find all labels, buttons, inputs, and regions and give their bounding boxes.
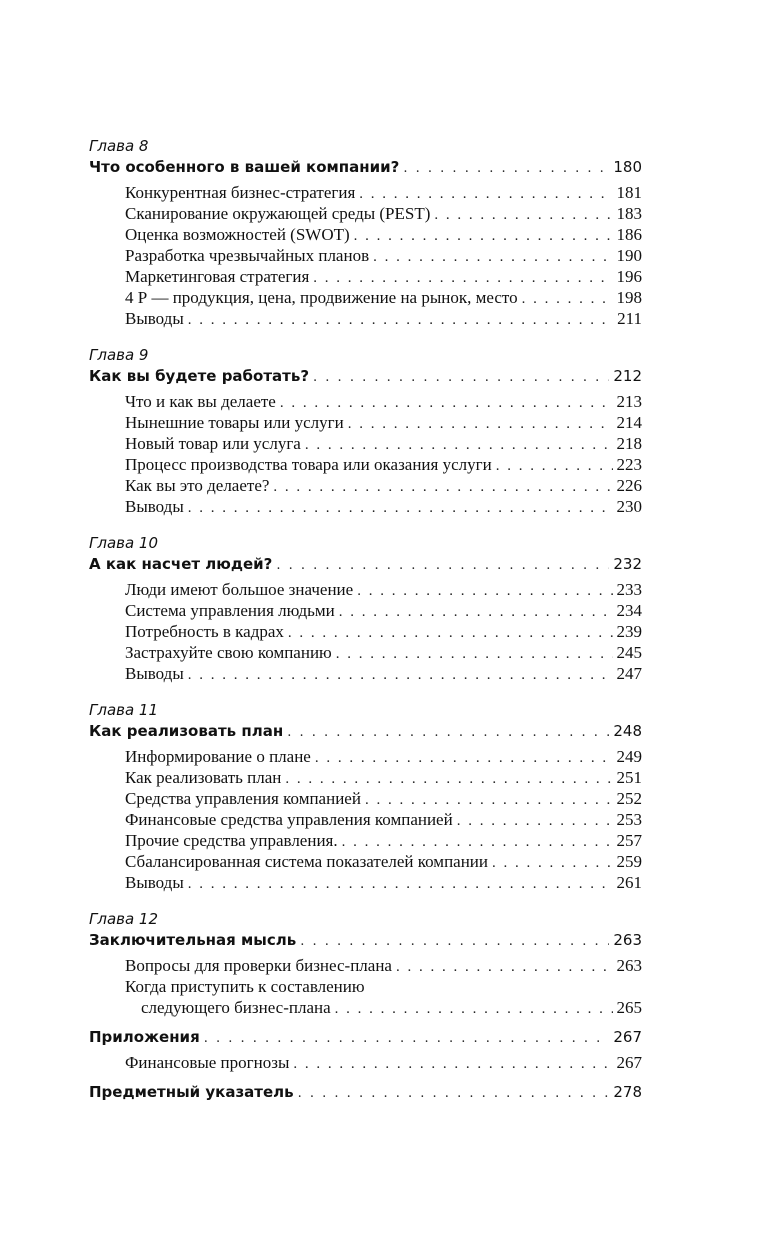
chapter-12-title: Заключительная мысль [89, 931, 297, 949]
toc-item[interactable]: Как реализовать план . . . 251 [89, 767, 642, 788]
appendix-entry[interactable] [89, 1026, 642, 1048]
chapter-11-page: 248 [613, 722, 642, 740]
toc-item[interactable]: Выводы . . . 211 [89, 308, 642, 329]
chapter-8-title: Что особенного в вашей компании? [89, 158, 400, 176]
toc-item[interactable]: Застрахуйте свою компанию . . . 245 [89, 642, 642, 663]
toc-item[interactable]: Конкурентная бизнес-стратегия . . . 181 [89, 182, 642, 203]
chapter-10-title: А как насчет людей? [89, 555, 273, 573]
toc-item[interactable]: Разработка чрезвычайных планов . . . 190 [89, 245, 642, 266]
toc-item[interactable]: Оценка возможностей (SWOT) . . . 186 [89, 224, 642, 245]
toc-item[interactable]: Сканирование окружающей среды (PEST) . . . 183 [89, 203, 642, 224]
toc-item[interactable]: Вопросы для проверки бизнес-плана . . . 263 [89, 955, 642, 976]
index-entry[interactable] [89, 1081, 642, 1103]
chapter-10-label: Глава 10 [89, 534, 159, 552]
toc-item[interactable]: Потребность в кадрах . . . 239 [89, 621, 642, 642]
toc-item[interactable]: Выводы . . . 230 [89, 496, 642, 517]
toc-item[interactable]: Процесс производства товара или оказания услуги . . . 223 [89, 454, 642, 475]
toc-item[interactable]: Как вы это делаете? . . . 226 [89, 475, 642, 496]
index-title: Предметный указатель [89, 1083, 294, 1101]
chapter-11-title: Как реализовать план [89, 722, 284, 740]
chapter-8-page: 180 [613, 158, 642, 176]
toc-item[interactable]: Прочие средства управления. . . . 257 [89, 830, 642, 851]
chapter-9-title: Как вы будете работать? [89, 367, 310, 385]
table-of-contents [89, 136, 642, 1107]
chapter-9-page: 212 [613, 367, 642, 385]
appendix-title: Приложения [89, 1028, 200, 1046]
toc-item[interactable]: Новый товар или услуга . . . 218 [89, 433, 642, 454]
toc-item[interactable]: Выводы . . . 247 [89, 663, 642, 684]
toc-item[interactable]: Система управления людьми . . . 234 [89, 600, 642, 621]
toc-item[interactable]: Выводы . . . 261 [89, 872, 642, 893]
toc-item[interactable]: 4 Р — продукция, цена, продвижение на рынок, место . . . 198 [89, 287, 642, 308]
chapter-8-entry[interactable] [89, 156, 642, 178]
index-page: 278 [613, 1083, 642, 1101]
chapter-11-entry[interactable] [89, 720, 642, 742]
toc-item[interactable]: Финансовые средства управления компанией . . . 253 [89, 809, 642, 830]
chapter-12-label: Глава 12 [89, 910, 159, 928]
toc-item[interactable]: Маркетинговая стратегия . . . 196 [89, 266, 642, 287]
chapter-11-label: Глава 11 [89, 701, 159, 719]
appendix-page: 267 [613, 1028, 642, 1046]
toc-item[interactable]: Средства управления компанией . . . 252 [89, 788, 642, 809]
chapter-12-entry[interactable] [89, 929, 642, 951]
toc-item[interactable]: Люди имеют большое значение . . . 233 [89, 579, 642, 600]
toc-item-line2[interactable]: следующего бизнес-плана . . . 265 [89, 997, 642, 1018]
chapter-10-page: 232 [613, 555, 642, 573]
toc-item[interactable]: Нынешние товары или услуги . . . 214 [89, 412, 642, 433]
toc-item[interactable]: Информирование о плане . . . 249 [89, 746, 642, 767]
chapter-9-label: Глава 9 [89, 346, 149, 364]
toc-item-line1[interactable]: Когда приступить к составлению [125, 977, 365, 996]
toc-item[interactable]: Финансовые прогнозы . . . 267 [89, 1052, 642, 1073]
toc-item[interactable]: Сбалансированная система показателей компании . . . 259 [89, 851, 642, 872]
toc-item[interactable]: Что и как вы делаете . . . 213 [89, 391, 642, 412]
chapter-10-entry[interactable] [89, 553, 642, 575]
chapter-9-entry[interactable] [89, 365, 642, 387]
chapter-12-page: 263 [613, 931, 642, 949]
chapter-8-label: Глава 8 [89, 137, 149, 155]
